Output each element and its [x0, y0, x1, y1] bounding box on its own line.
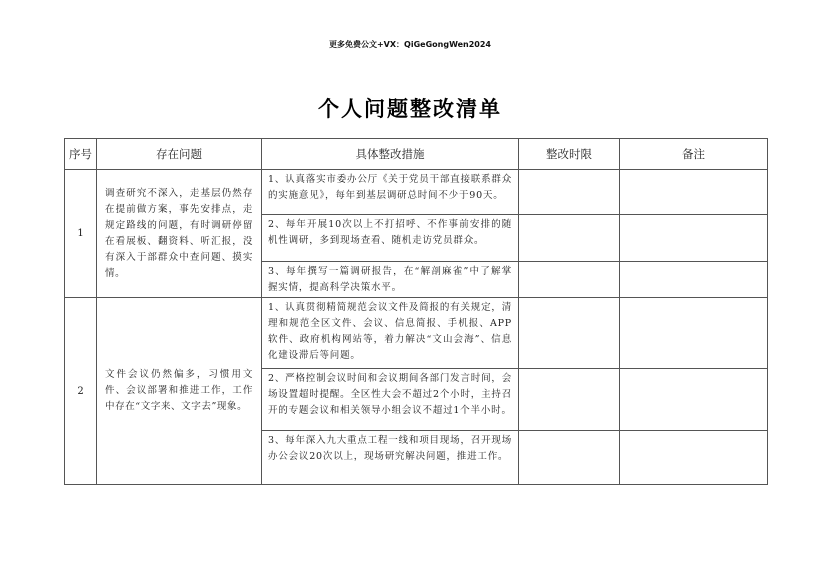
header-remarks: 备注 — [620, 139, 768, 170]
deadline-cell — [519, 298, 620, 369]
measure-cell: 1、认真贯彻精简规范会议文件及简报的有关规定，清理和规范全区文件、会议、信息简报、手机报、APP软件、政府机构网站等，着力解决“文山会海”、信息化建设滞后等问题。 — [262, 298, 519, 369]
measure-cell: 3、每年撰写一篇调研报告，在“解剖麻雀”中了解掌握实情，提高科学决策水平。 — [262, 262, 519, 298]
remark-cell — [620, 170, 768, 215]
remark-cell — [620, 298, 768, 369]
header-measures: 具体整改措施 — [262, 139, 519, 170]
deadline-cell — [519, 431, 620, 485]
measure-cell: 2、每年开展10次以上不打招呼、不作事前安排的随机性调研，多到现场查看、随机走访党员群众。 — [262, 215, 519, 262]
table-row — [65, 298, 768, 369]
measure-cell: 3、每年深入九大重点工程一线和项目现场，召开现场办公会议20次以上，现场研究解决问题，推进工作。 — [262, 431, 519, 485]
deadline-cell — [519, 369, 620, 431]
table-header-row — [65, 139, 768, 170]
remark-cell — [620, 262, 768, 298]
header-deadline: 整改时限 — [519, 139, 620, 170]
row-problem: 调查研究不深入，走基层仍然存在提前做方案，事先安排点，走规定路线的问题，有时调研停留在看展板、翻资料、听汇报，没有深入于部群众中查问题、摸实情。 — [97, 170, 262, 298]
row-problem: 文件会议仍然偏多，习惯用文件、会议部署和推进工作，工作中存在“文字来、文字去”现象。 — [97, 298, 262, 485]
deadline-cell — [519, 262, 620, 298]
header-seq: 序号 — [65, 139, 97, 170]
remark-cell — [620, 215, 768, 262]
remark-cell — [620, 369, 768, 431]
row-seq: 2 — [65, 298, 97, 485]
measure-cell: 1、认真落实市委办公厅《关于党员干部直接联系群众的实施意见》，每年到基层调研总时间不少于90天。 — [262, 170, 519, 215]
remark-cell — [620, 431, 768, 485]
deadline-cell — [519, 215, 620, 262]
page-title: 个人问题整改清单 — [318, 96, 502, 121]
header-problem: 存在问题 — [97, 139, 262, 170]
deadline-cell — [519, 170, 620, 215]
table-row — [65, 170, 768, 215]
measure-cell: 2、严格控制会议时间和会议期间各部门发言时间，会场设置超时提醒。全区性大会不超过2个小时，主持召开的专题会议和相关领导小组会议不超过1个半小时。 — [262, 369, 519, 431]
header-note: 更多免费公文+VX：QiGeGongWen2024 — [328, 40, 491, 49]
row-seq: 1 — [65, 170, 97, 298]
rectification-table — [64, 138, 768, 485]
